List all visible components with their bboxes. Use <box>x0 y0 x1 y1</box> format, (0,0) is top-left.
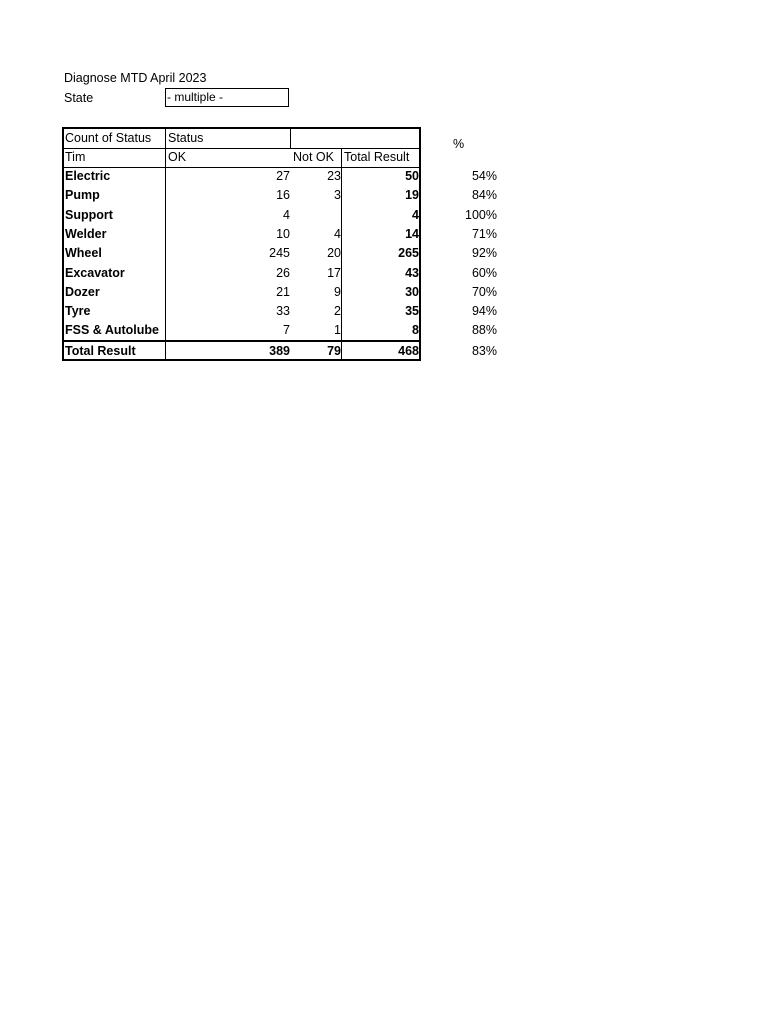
row-label[interactable]: Tyre <box>65 304 91 319</box>
pivot-corner-label[interactable]: Count of Status <box>65 131 152 145</box>
cell-not-ok[interactable]: 4 <box>334 226 341 241</box>
cell-not-ok[interactable]: 9 <box>334 284 341 299</box>
cell-percent[interactable]: 100% <box>465 207 497 222</box>
column-header-ok[interactable]: OK <box>168 150 187 164</box>
cell-ok[interactable]: 10 <box>276 226 290 241</box>
cell-not-ok[interactable]: 20 <box>327 246 341 261</box>
cell-percent[interactable]: 94% <box>471 304 497 319</box>
cell-ok[interactable]: 245 <box>269 246 290 261</box>
cell-total[interactable]: 14 <box>405 226 419 241</box>
cell-percent[interactable]: 88% <box>471 323 497 338</box>
total-row-label[interactable]: Total Result <box>65 343 136 358</box>
cell-total[interactable]: 468 <box>398 343 419 358</box>
cell-not-ok[interactable]: 17 <box>327 265 341 280</box>
cell-ok[interactable]: 33 <box>276 304 290 319</box>
cell-total[interactable]: 19 <box>405 188 419 203</box>
row-label[interactable]: Wheel <box>65 246 102 261</box>
column-header-total[interactable]: Total Result <box>344 150 410 164</box>
cell-percent[interactable]: 60% <box>471 265 497 280</box>
cell-ok[interactable]: 26 <box>276 265 290 280</box>
cell-total[interactable]: 43 <box>405 265 419 280</box>
cell-not-ok[interactable]: 2 <box>334 304 341 319</box>
cell-total[interactable]: 35 <box>405 304 419 319</box>
row-label[interactable]: Welder <box>65 226 107 241</box>
state-filter-dropdown[interactable]: - multiple - <box>165 88 289 107</box>
pivot-divider <box>165 129 166 359</box>
cell-total[interactable]: 8 <box>412 323 419 338</box>
sheet-title: Diagnose MTD April 2023 <box>64 71 207 85</box>
cell-percent[interactable]: 71% <box>471 226 497 241</box>
pivot-table <box>62 127 421 361</box>
cell-not-ok[interactable]: 1 <box>334 323 341 338</box>
row-label[interactable]: Dozer <box>65 284 100 299</box>
cell-percent[interactable]: 54% <box>471 169 497 183</box>
cell-total[interactable]: 265 <box>398 246 419 261</box>
cell-not-ok[interactable]: 23 <box>327 169 341 183</box>
row-label[interactable]: Excavator <box>65 265 125 280</box>
cell-ok[interactable]: 16 <box>276 188 290 203</box>
row-label[interactable]: FSS & Autolube <box>65 323 159 338</box>
pivot-row-field[interactable]: Tim <box>65 150 86 164</box>
pivot-divider <box>64 148 419 149</box>
cell-not-ok[interactable]: 3 <box>334 188 341 203</box>
cell-percent[interactable]: 92% <box>471 246 497 261</box>
cell-total[interactable]: 4 <box>412 207 419 222</box>
cell-not-ok[interactable]: 79 <box>327 343 341 358</box>
cell-ok[interactable]: 4 <box>283 207 290 222</box>
row-label[interactable]: Support <box>65 207 113 222</box>
cell-ok[interactable]: 7 <box>283 323 290 338</box>
cell-ok[interactable]: 389 <box>269 343 290 358</box>
cell-percent[interactable]: 70% <box>471 284 497 299</box>
cell-total[interactable]: 50 <box>405 169 419 183</box>
cell-total[interactable]: 30 <box>405 284 419 299</box>
percent-column-header: % <box>453 137 465 151</box>
pivot-divider <box>341 148 342 359</box>
state-label: State <box>64 91 94 105</box>
row-label[interactable]: Electric <box>65 169 111 183</box>
cell-percent[interactable]: 83% <box>471 343 497 358</box>
column-header-not-ok[interactable]: Not OK <box>293 150 334 164</box>
pivot-column-field[interactable]: Status <box>168 131 204 145</box>
cell-ok[interactable]: 27 <box>276 169 290 183</box>
cell-ok[interactable]: 21 <box>276 284 290 299</box>
cell-percent[interactable]: 84% <box>471 188 497 203</box>
row-label[interactable]: Pump <box>65 188 100 203</box>
pivot-divider <box>290 129 291 148</box>
